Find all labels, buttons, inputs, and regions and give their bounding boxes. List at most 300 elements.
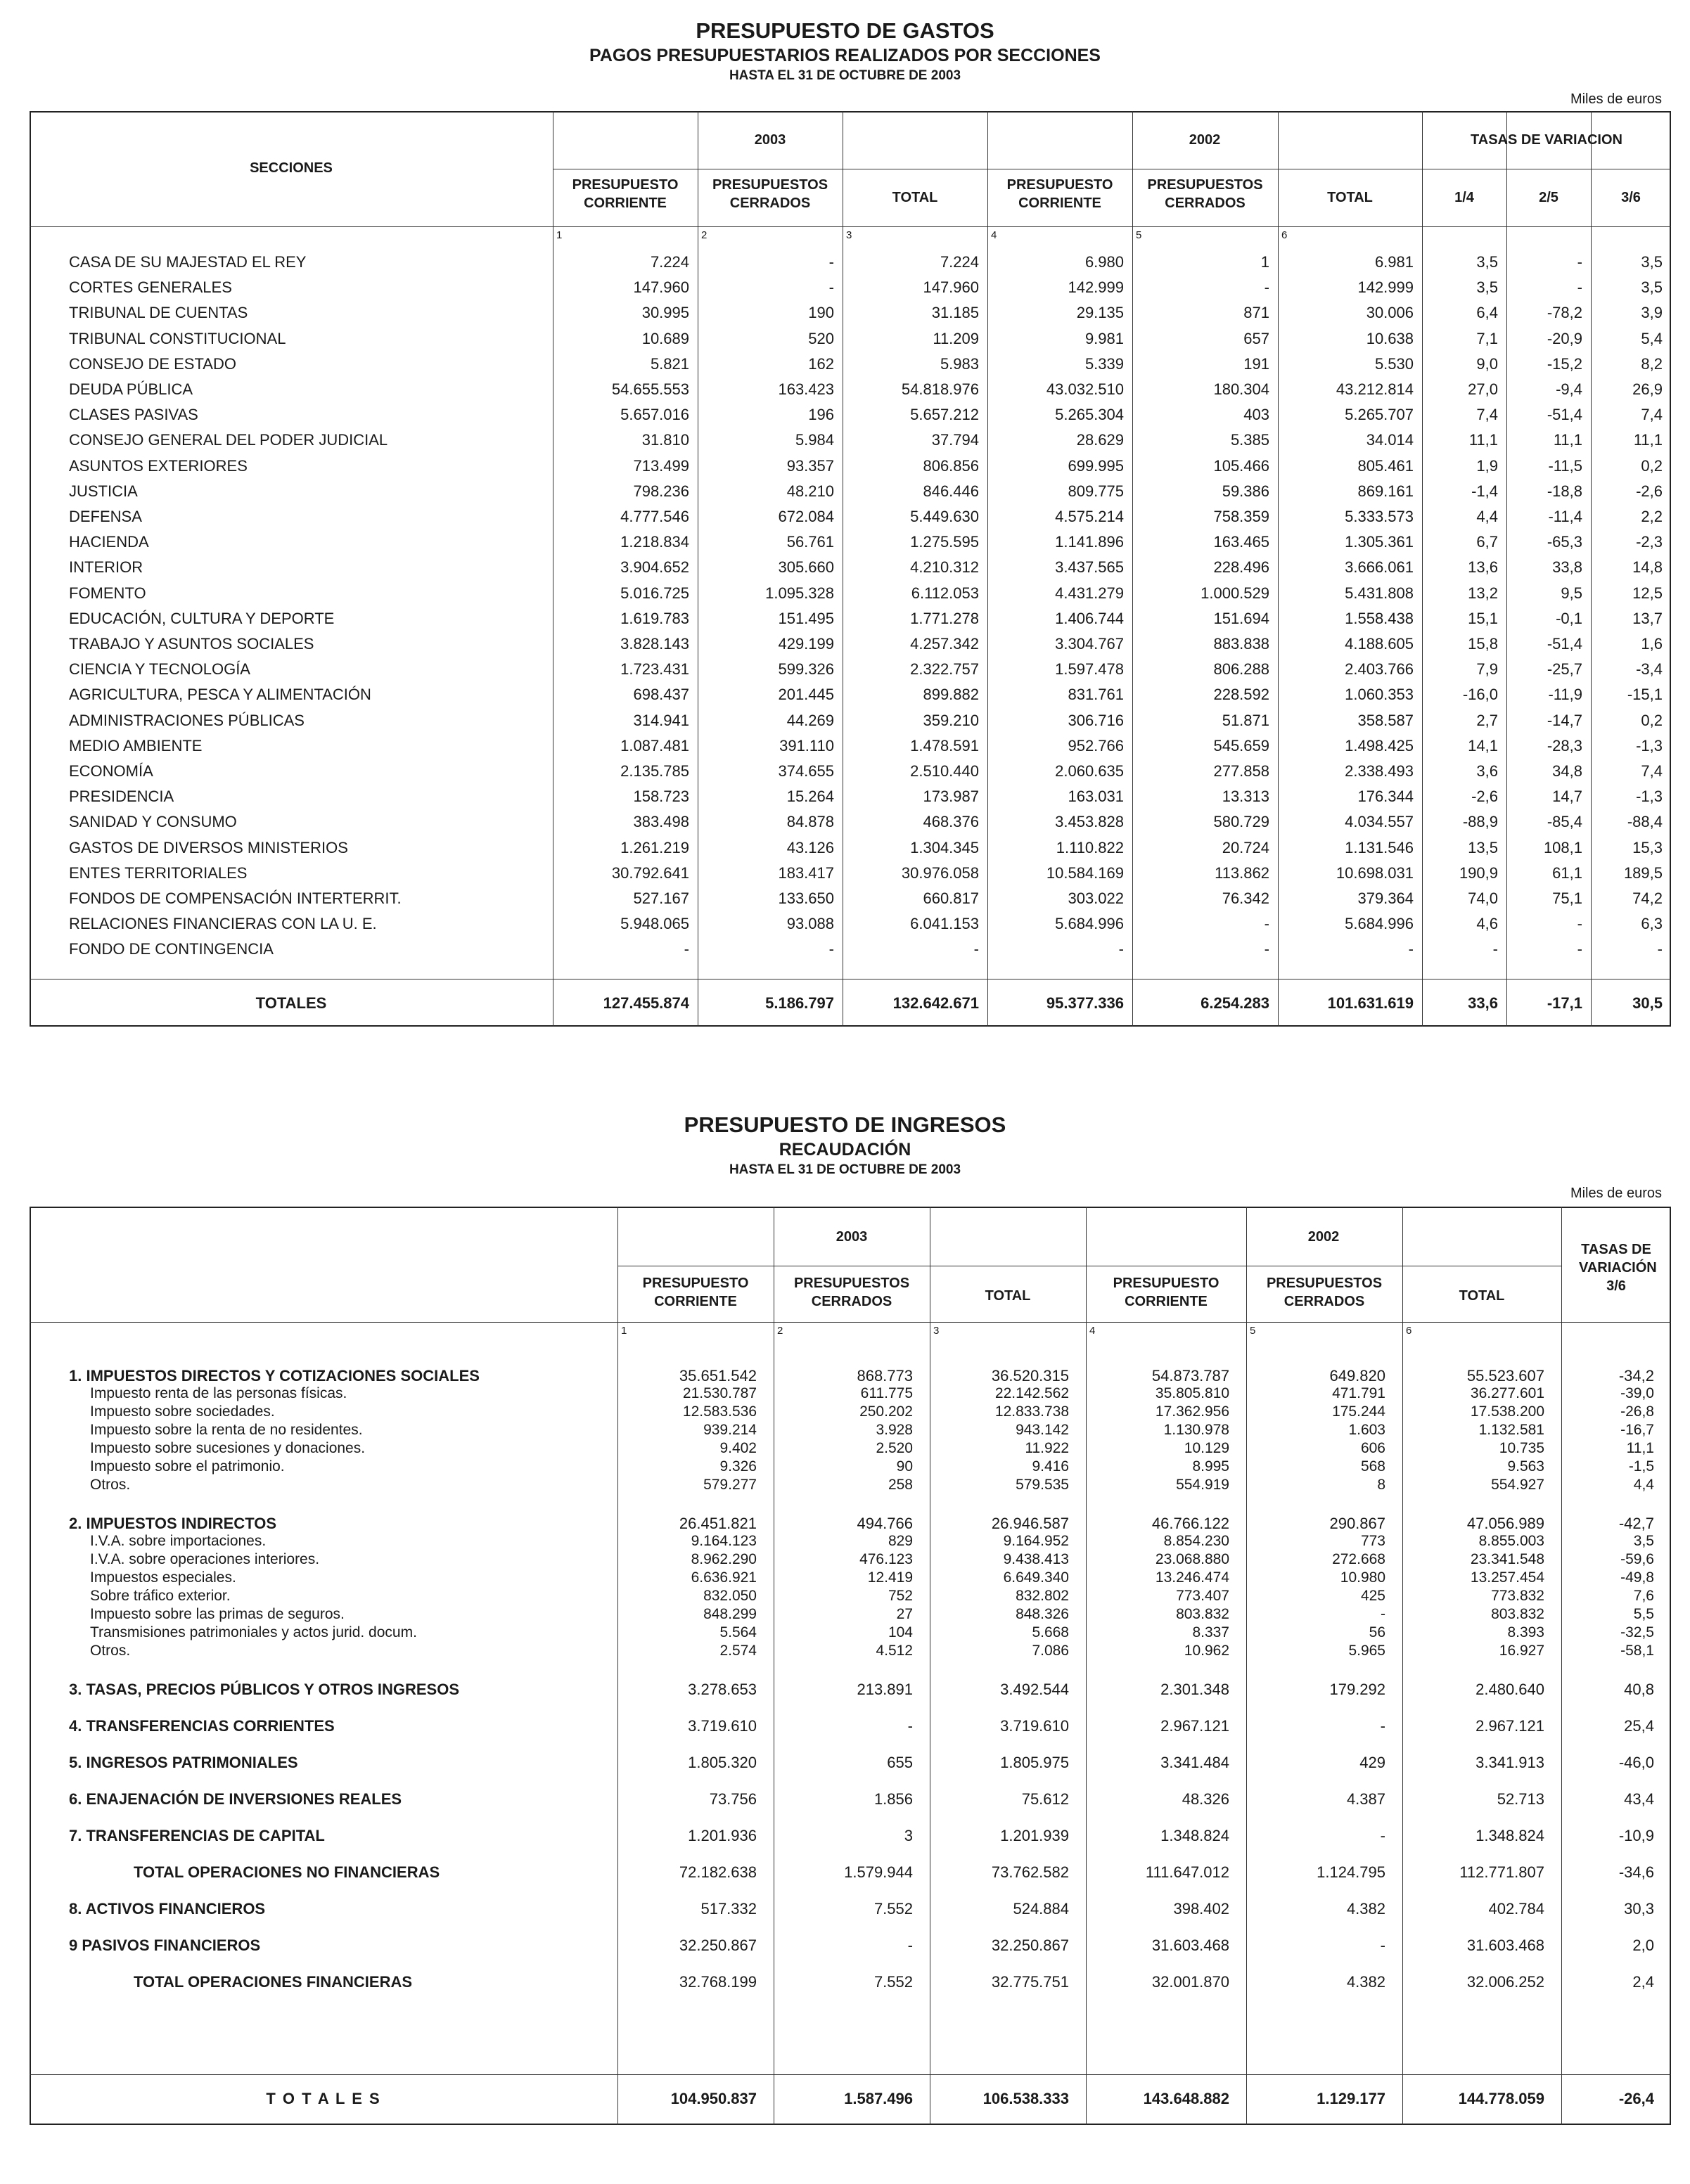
gastos-cell: 7,9 bbox=[1476, 660, 1498, 679]
gastos-cell: 374.655 bbox=[778, 762, 834, 780]
ingresos-cell: 25,4 bbox=[1624, 1717, 1654, 1735]
gastos-cell: 5.948.065 bbox=[620, 915, 689, 933]
ingresos-cell: 773.832 bbox=[1491, 1588, 1544, 1604]
gastos-row-label: TRIBUNAL CONSTITUCIONAL bbox=[69, 329, 286, 347]
ingresos-subtotal-label: TOTAL OPERACIONES NO FINANCIERAS bbox=[134, 1863, 440, 1881]
ingresos-sub-row-label: Impuestos especiales. bbox=[90, 1569, 236, 1586]
gastos-cell: 9,5 bbox=[1561, 584, 1582, 602]
ingresos-cell: 655 bbox=[887, 1754, 913, 1771]
column-number: 4 bbox=[991, 229, 997, 241]
gastos-cell: - bbox=[828, 278, 834, 297]
gastos-cell: - bbox=[828, 940, 834, 958]
gastos-cell: 54.655.553 bbox=[611, 380, 689, 398]
gastos-cell: 7,1 bbox=[1476, 329, 1498, 347]
gastos-cell: 142.999 bbox=[1068, 278, 1124, 297]
gastos-cell: 383.498 bbox=[633, 813, 689, 831]
gastos-cell: 5,4 bbox=[1641, 329, 1663, 347]
gastos-cell: 10.698.031 bbox=[1336, 863, 1414, 882]
ingresos-cell: - bbox=[907, 1717, 913, 1735]
gastos-cell: 4.188.605 bbox=[1345, 635, 1414, 653]
gastos-total-cell: 101.631.619 bbox=[1327, 994, 1414, 1012]
gastos-cell: -20,9 bbox=[1547, 329, 1582, 347]
column-number: 5 bbox=[1250, 1325, 1256, 1337]
gastos-cell: 1.771.278 bbox=[910, 609, 979, 627]
ingresos-cell: 52.713 bbox=[1497, 1790, 1544, 1808]
gastos-cell: 2,2 bbox=[1641, 508, 1663, 525]
gastos-cell: 1.304.345 bbox=[910, 838, 979, 856]
gastos-cell: 379.364 bbox=[1357, 889, 1414, 907]
gastos-cell: 520 bbox=[808, 329, 834, 347]
gastos-cell: 93.088 bbox=[786, 915, 834, 933]
gastos-row-label: ADMINISTRACIONES PÚBLICAS bbox=[69, 711, 305, 729]
gastos-cell: 831.761 bbox=[1068, 686, 1124, 704]
ingresos-main-row-label: 6. ENAJENACIÓN DE INVERSIONES REALES bbox=[69, 1790, 402, 1808]
gastos-cell: 14,7 bbox=[1552, 788, 1582, 806]
gastos-cell: 74,2 bbox=[1632, 889, 1663, 907]
ingresos-cell: 8.393 bbox=[1507, 1624, 1544, 1640]
gastos-cell: 43.126 bbox=[786, 838, 834, 856]
ingresos-cell: 10.129 bbox=[1184, 1440, 1229, 1456]
gastos-cell: 113.862 bbox=[1215, 863, 1269, 882]
ingresos-cell: 54.873.787 bbox=[1151, 1367, 1229, 1385]
year-2003-header: 2003 bbox=[754, 132, 786, 148]
column-number: 3 bbox=[846, 229, 852, 241]
ingresos-cell: 35.651.542 bbox=[679, 1367, 757, 1385]
gastos-cell: 56.761 bbox=[786, 533, 834, 551]
gastos-row-label: EDUCACIÓN, CULTURA Y DEPORTE bbox=[69, 609, 335, 627]
gastos-cell: -0,1 bbox=[1556, 609, 1582, 627]
gastos-cell: 5.684.996 bbox=[1055, 915, 1124, 933]
gastos-cell: 314.941 bbox=[633, 711, 689, 729]
column-header: PRESUPUESTO CORRIENTE bbox=[642, 1276, 749, 1309]
ingresos-cell: 48.326 bbox=[1182, 1790, 1229, 1808]
ingresos-cell: 2.574 bbox=[719, 1643, 757, 1659]
ingresos-cell: 939.214 bbox=[703, 1422, 757, 1438]
gastos-cell: 358.587 bbox=[1357, 711, 1414, 729]
ingresos-cell: 9.164.123 bbox=[691, 1533, 757, 1549]
gastos-cell: 147.960 bbox=[633, 278, 689, 297]
gastos-cell: 3,5 bbox=[1641, 253, 1663, 271]
column-header: PRESUPUESTOS CERRADOS bbox=[1266, 1276, 1383, 1309]
gastos-total-cell: 33,6 bbox=[1468, 994, 1498, 1012]
gastos-units: Miles de euros bbox=[1570, 91, 1662, 107]
gastos-cell: 54.818.976 bbox=[901, 380, 979, 398]
ingresos-cell: 10.980 bbox=[1340, 1569, 1385, 1586]
ingresos-cell: 7.086 bbox=[1032, 1643, 1069, 1659]
gastos-cell: 0,2 bbox=[1641, 456, 1663, 475]
ingresos-cell: 46.766.122 bbox=[1151, 1515, 1229, 1532]
gastos-cell: 5.431.808 bbox=[1345, 584, 1414, 602]
gastos-cell: 11.209 bbox=[933, 329, 979, 347]
gastos-cell: 7.224 bbox=[940, 253, 979, 271]
gastos-cell: 133.650 bbox=[778, 889, 834, 907]
ingresos-cell: 3.492.544 bbox=[1000, 1681, 1069, 1698]
gastos-cell: 798.236 bbox=[633, 482, 689, 500]
gastos-cell: -28,3 bbox=[1547, 736, 1582, 754]
gastos-cell: 43.032.510 bbox=[1046, 380, 1124, 398]
gastos-cell: -2,3 bbox=[1636, 533, 1663, 551]
column-number: 6 bbox=[1281, 229, 1288, 241]
gastos-row-label: ECONOMÍA bbox=[69, 762, 153, 780]
gastos-cell: - bbox=[1492, 940, 1498, 958]
column-number: 1 bbox=[556, 229, 563, 241]
gastos-cell: 303.022 bbox=[1068, 889, 1124, 907]
ingresos-cell: 8 bbox=[1377, 1477, 1385, 1493]
gastos-cell: 8,2 bbox=[1641, 354, 1663, 373]
ingresos-cell: 111.647.012 bbox=[1145, 1863, 1229, 1881]
gastos-cell: -16,0 bbox=[1462, 686, 1498, 704]
ingresos-cell: 30,3 bbox=[1624, 1900, 1654, 1918]
gastos-cell: -9,4 bbox=[1556, 380, 1582, 398]
gastos-row-label: RELACIONES FINANCIERAS CON LA U. E. bbox=[69, 915, 377, 933]
gastos-row-label: HACIENDA bbox=[69, 533, 149, 551]
gastos-cell: 59.386 bbox=[1222, 482, 1269, 500]
ingresos-cell: 829 bbox=[888, 1533, 913, 1549]
gastos-cell: 26,9 bbox=[1632, 380, 1663, 398]
gastos-cell: 1.110.822 bbox=[1056, 838, 1124, 856]
column-header: PRESUPUESTO CORRIENTE bbox=[1113, 1276, 1220, 1309]
gastos-total-cell: 127.455.874 bbox=[603, 994, 689, 1012]
gastos-total-cell: 30,5 bbox=[1632, 994, 1663, 1012]
gastos-cell: 0,2 bbox=[1641, 711, 1663, 729]
gastos-cell: 7,4 bbox=[1641, 762, 1663, 780]
gastos-cell: 1.723.431 bbox=[620, 660, 689, 679]
gastos-cell: - bbox=[1577, 253, 1582, 271]
ingresos-cell: -32,5 bbox=[1620, 1624, 1654, 1640]
ingresos-cell: 32.775.751 bbox=[991, 1973, 1069, 1991]
gastos-cell: 180.304 bbox=[1213, 380, 1269, 398]
ingresos-cell: 16.927 bbox=[1499, 1643, 1544, 1659]
gastos-cell: 3.437.565 bbox=[1055, 558, 1124, 577]
ingresos-cell: 494.766 bbox=[857, 1515, 913, 1532]
ingresos-total-cell: 104.950.837 bbox=[670, 2090, 757, 2107]
gastos-cell: 3.304.767 bbox=[1055, 635, 1124, 653]
gastos-cell: 34.014 bbox=[1366, 431, 1414, 449]
gastos-cell: 43.212.814 bbox=[1336, 380, 1414, 398]
gastos-cell: 37.794 bbox=[931, 431, 979, 449]
gastos-cell: 4,6 bbox=[1476, 915, 1498, 933]
gastos-cell: 30.976.058 bbox=[901, 863, 979, 882]
gastos-row-label: TRIBUNAL DE CUENTAS bbox=[69, 304, 248, 322]
gastos-cell: 403 bbox=[1243, 406, 1269, 424]
ingresos-cell: -39,0 bbox=[1620, 1385, 1654, 1401]
ingresos-cell: 250.202 bbox=[859, 1403, 913, 1420]
gastos-row-label: CONSEJO GENERAL DEL PODER JUDICIAL bbox=[69, 431, 388, 449]
gastos-cell: 163.423 bbox=[778, 380, 834, 398]
ingresos-sub-row-label: Impuesto sobre la renta de no residentes. bbox=[90, 1422, 363, 1438]
ingresos-sub-row-label: Otros. bbox=[90, 1477, 131, 1493]
ingresos-cell: 12.419 bbox=[867, 1569, 913, 1586]
gastos-cell: 158.723 bbox=[633, 788, 689, 806]
gastos-cell: -25,7 bbox=[1547, 660, 1582, 679]
ingresos-cell: 36.277.601 bbox=[1470, 1385, 1544, 1401]
ingresos-cell: 17.538.200 bbox=[1470, 1403, 1544, 1420]
gastos-cell: 7,4 bbox=[1641, 406, 1663, 424]
ingresos-cell: 3.719.610 bbox=[1000, 1717, 1069, 1735]
gastos-cell: 758.359 bbox=[1213, 508, 1269, 525]
gastos-cell: -2,6 bbox=[1471, 788, 1498, 806]
ingresos-main-row-label: 3. TASAS, PRECIOS PÚBLICOS Y OTROS INGRESOS bbox=[69, 1681, 459, 1698]
gastos-cell: - bbox=[1577, 915, 1582, 933]
gastos-cell: 1.131.546 bbox=[1345, 838, 1414, 856]
gastos-cell: 191 bbox=[1243, 354, 1269, 373]
ingresos-sub-row-label: Impuesto sobre sucesiones y donaciones. bbox=[90, 1440, 366, 1456]
ingresos-cell: 112.771.807 bbox=[1459, 1863, 1544, 1881]
gastos-title: PRESUPUESTO DE GASTOS bbox=[696, 18, 994, 43]
ingresos-cell: 1.348.824 bbox=[1475, 1827, 1544, 1844]
ingresos-cell: 6.649.340 bbox=[1003, 1569, 1069, 1586]
ingresos-sub-row-label: Impuesto renta de las personas físicas. bbox=[90, 1385, 347, 1401]
gastos-cell: 14,1 bbox=[1468, 736, 1498, 754]
gastos-cell: - bbox=[684, 940, 689, 958]
gastos-cell: 61,1 bbox=[1552, 863, 1582, 882]
gastos-cell: 30.995 bbox=[641, 304, 689, 322]
gastos-row-label: CORTES GENERALES bbox=[69, 278, 232, 297]
ingresos-cell: 22.142.562 bbox=[994, 1385, 1069, 1401]
gastos-cell: - bbox=[973, 940, 979, 958]
gastos-cell: 10.638 bbox=[1366, 329, 1414, 347]
column-header: 2/5 bbox=[1539, 190, 1558, 205]
gastos-cell: 228.496 bbox=[1213, 558, 1269, 577]
gastos-cell: 952.766 bbox=[1068, 736, 1124, 754]
gastos-cell: 527.167 bbox=[633, 889, 689, 907]
ingresos-cell: 2.480.640 bbox=[1475, 1681, 1544, 1698]
ingresos-cell: 1.130.978 bbox=[1163, 1422, 1229, 1438]
gastos-cell: -1,3 bbox=[1636, 788, 1663, 806]
gastos-cell: 33,8 bbox=[1552, 558, 1582, 577]
ingresos-date-line: HASTA EL 31 DE OCTUBRE DE 2003 bbox=[729, 1162, 961, 1177]
ingresos-total-cell: -26,4 bbox=[1618, 2090, 1654, 2107]
ingresos-cell: 9.326 bbox=[719, 1458, 757, 1475]
ingresos-cell: 8.995 bbox=[1192, 1458, 1229, 1475]
gastos-cell: 2.338.493 bbox=[1345, 762, 1414, 780]
gastos-cell: 429.199 bbox=[778, 635, 834, 653]
gastos-cell: 3,9 bbox=[1641, 304, 1663, 322]
totals-divider bbox=[30, 2074, 1671, 2075]
gastos-cell: 76.342 bbox=[1222, 889, 1269, 907]
ingresos-cell: 8.855.003 bbox=[1478, 1533, 1544, 1549]
gastos-cell: 359.210 bbox=[923, 711, 979, 729]
gastos-cell: 6.981 bbox=[1374, 253, 1414, 271]
ingresos-sub-row-label: Impuesto sobre el patrimonio. bbox=[90, 1458, 285, 1475]
column-header: PRESUPUESTO CORRIENTE bbox=[572, 177, 679, 211]
ingresos-cell: 43,4 bbox=[1624, 1790, 1654, 1808]
gastos-cell: 5.385 bbox=[1230, 431, 1269, 449]
ingresos-cell: 31.603.468 bbox=[1151, 1936, 1229, 1954]
gastos-cell: 869.161 bbox=[1357, 482, 1414, 500]
column-number: 6 bbox=[1406, 1325, 1412, 1337]
ingresos-cell: 32.250.867 bbox=[679, 1936, 757, 1954]
ingresos-cell: 3,5 bbox=[1633, 1533, 1654, 1549]
gastos-cell: 44.269 bbox=[786, 711, 834, 729]
ingresos-cell: 752 bbox=[888, 1588, 913, 1604]
gastos-cell: 4,4 bbox=[1476, 508, 1498, 525]
gastos-cell: 1.141.896 bbox=[1055, 533, 1124, 551]
ingresos-cell: 832.802 bbox=[1016, 1588, 1069, 1604]
ingresos-cell: 75.612 bbox=[1021, 1790, 1069, 1808]
gastos-cell: 6,4 bbox=[1476, 304, 1498, 322]
ingresos-cell: 1.124.795 bbox=[1317, 1863, 1385, 1881]
gastos-cell: -11,4 bbox=[1548, 508, 1582, 525]
gastos-cell: 1,9 bbox=[1476, 456, 1498, 475]
ingresos-cell: 32.001.870 bbox=[1151, 1973, 1229, 1991]
gastos-cell: 3,5 bbox=[1476, 278, 1498, 297]
ingresos-cell: 40,8 bbox=[1624, 1681, 1654, 1698]
ingresos-cell: 943.142 bbox=[1016, 1422, 1069, 1438]
ingresos-cell: 27 bbox=[896, 1606, 913, 1622]
gastos-cell: 6.980 bbox=[1084, 253, 1124, 271]
ingresos-cell: 55.523.607 bbox=[1466, 1367, 1544, 1385]
column-header: TOTAL bbox=[892, 190, 938, 205]
ingresos-cell: 649.820 bbox=[1329, 1367, 1385, 1385]
ingresos-cell: 47.056.989 bbox=[1466, 1515, 1544, 1532]
ingresos-cell: 9.438.413 bbox=[1003, 1551, 1069, 1567]
ingresos-units: Miles de euros bbox=[1570, 1186, 1662, 1201]
gastos-cell: 15,1 bbox=[1468, 609, 1498, 627]
ingresos-cell: 2,0 bbox=[1632, 1936, 1654, 1954]
ingresos-cell: 5.564 bbox=[719, 1624, 757, 1640]
column-number: 2 bbox=[701, 229, 708, 241]
ingresos-cell: -26,8 bbox=[1620, 1403, 1654, 1420]
ingresos-cell: 10.962 bbox=[1184, 1643, 1229, 1659]
gastos-cell: 1.305.361 bbox=[1345, 533, 1414, 551]
gastos-cell: 3.828.143 bbox=[620, 635, 689, 653]
gastos-cell: 599.326 bbox=[778, 660, 834, 679]
gastos-date-line: HASTA EL 31 DE OCTUBRE DE 2003 bbox=[729, 68, 961, 83]
ingresos-cell: -34,6 bbox=[1618, 1863, 1654, 1881]
column-number: 4 bbox=[1089, 1325, 1096, 1337]
ingresos-cell: 290.867 bbox=[1329, 1515, 1385, 1532]
ingresos-cell: 4.512 bbox=[876, 1643, 913, 1659]
ingresos-totals-label: T O T A L E S bbox=[266, 2090, 381, 2107]
gastos-cell: 163.031 bbox=[1068, 788, 1124, 806]
gastos-row-label: FONDOS DE COMPENSACIÓN INTERTERRIT. bbox=[69, 889, 402, 907]
gastos-total-cell: 132.642.671 bbox=[892, 994, 979, 1012]
gastos-totals-label: TOTALES bbox=[255, 994, 327, 1012]
gastos-cell: 13,5 bbox=[1468, 838, 1498, 856]
gastos-total-cell: 95.377.336 bbox=[1046, 994, 1124, 1012]
ingresos-cell: 23.341.548 bbox=[1470, 1551, 1544, 1567]
gastos-cell: 10.689 bbox=[641, 329, 689, 347]
gastos-cell: 5.333.573 bbox=[1345, 508, 1414, 525]
ingresos-main-row-label: 8. ACTIVOS FINANCIEROS bbox=[69, 1900, 266, 1918]
gastos-cell: -88,9 bbox=[1462, 813, 1498, 831]
gastos-cell: 809.775 bbox=[1068, 482, 1124, 500]
ingresos-cell: 5.965 bbox=[1348, 1643, 1385, 1659]
ingresos-cell: 517.332 bbox=[700, 1900, 757, 1918]
gastos-cell: 29.135 bbox=[1076, 304, 1124, 322]
gastos-row-label: DEFENSA bbox=[69, 508, 142, 525]
gastos-cell: -51,4 bbox=[1547, 406, 1582, 424]
gastos-cell: 2.403.766 bbox=[1345, 660, 1414, 679]
ingresos-cell: 2.301.348 bbox=[1160, 1681, 1229, 1698]
ingresos-cell: 8.337 bbox=[1192, 1624, 1229, 1640]
ingresos-cell: 17.362.956 bbox=[1155, 1403, 1229, 1420]
ingresos-cell: 10.735 bbox=[1499, 1440, 1544, 1456]
gastos-cell: 4.034.557 bbox=[1345, 813, 1414, 831]
gastos-cell: 74,0 bbox=[1468, 889, 1498, 907]
gastos-cell: -1,4 bbox=[1471, 482, 1498, 500]
gastos-cell: 151.694 bbox=[1213, 609, 1269, 627]
gastos-cell: 5.984 bbox=[795, 431, 834, 449]
gastos-cell: 28.629 bbox=[1076, 431, 1124, 449]
ingresos-cell: -46,0 bbox=[1618, 1754, 1654, 1771]
ingresos-cell: 7.552 bbox=[873, 1973, 913, 1991]
column-header: TOTAL bbox=[1327, 190, 1373, 205]
ingresos-cell: 272.668 bbox=[1332, 1551, 1385, 1567]
ingresos-cell: 1.201.936 bbox=[688, 1827, 757, 1844]
gastos-cell: 5.265.304 bbox=[1055, 406, 1124, 424]
gastos-cell: 657 bbox=[1243, 329, 1269, 347]
gastos-cell: 4.210.312 bbox=[910, 558, 979, 577]
gastos-cell: 189,5 bbox=[1623, 863, 1663, 882]
ingresos-cell: 5.668 bbox=[1032, 1624, 1069, 1640]
gastos-cell: 5.657.212 bbox=[910, 406, 979, 424]
gastos-cell: 190,9 bbox=[1459, 863, 1498, 882]
gastos-cell: 4.257.342 bbox=[910, 635, 979, 653]
gastos-cell: 75,1 bbox=[1552, 889, 1582, 907]
ingresos-cell: 13.246.474 bbox=[1155, 1569, 1229, 1586]
gastos-cell: -65,3 bbox=[1547, 533, 1582, 551]
gastos-cell: -78,2 bbox=[1547, 304, 1582, 322]
ingresos-cell: 90 bbox=[896, 1458, 913, 1475]
ingresos-cell: 4,4 bbox=[1633, 1477, 1654, 1493]
ingresos-cell: 3.719.610 bbox=[688, 1717, 757, 1735]
gastos-cell: 147.960 bbox=[923, 278, 979, 297]
gastos-cell: 1.498.425 bbox=[1345, 736, 1414, 754]
gastos-cell: 13,2 bbox=[1468, 584, 1498, 602]
column-header: PRESUPUESTOS CERRADOS bbox=[712, 177, 828, 211]
ingresos-cell: 848.326 bbox=[1016, 1606, 1069, 1622]
gastos-cell: 5.684.996 bbox=[1345, 915, 1414, 933]
column-number: 2 bbox=[777, 1325, 783, 1337]
gastos-cell: 9,0 bbox=[1476, 354, 1498, 373]
ingresos-cell: 6.636.921 bbox=[691, 1569, 757, 1586]
ingresos-cell: 32.250.867 bbox=[991, 1936, 1069, 1954]
gastos-cell: 15.264 bbox=[786, 788, 834, 806]
secciones-header: SECCIONES bbox=[250, 160, 333, 176]
column-number: 1 bbox=[621, 1325, 627, 1337]
gastos-row-label: CLASES PASIVAS bbox=[69, 406, 198, 424]
ingresos-cell: 23.068.880 bbox=[1155, 1551, 1229, 1567]
gastos-cell: 190 bbox=[808, 304, 834, 322]
gastos-cell: 15,8 bbox=[1468, 635, 1498, 653]
gastos-cell: 4.575.214 bbox=[1055, 508, 1124, 525]
gastos-cell: -11,5 bbox=[1548, 456, 1582, 475]
gastos-cell: 48.210 bbox=[786, 482, 834, 500]
ingresos-cell: 2,4 bbox=[1632, 1973, 1654, 1991]
gastos-cell: 7,4 bbox=[1476, 406, 1498, 424]
ingresos-cell: 73.762.582 bbox=[991, 1863, 1069, 1881]
tasas-header: TASAS DE VARIACIÓN 3/6 bbox=[1579, 1242, 1657, 1294]
ingresos-cell: 4.382 bbox=[1346, 1900, 1385, 1918]
gastos-cell: -1,3 bbox=[1636, 736, 1663, 754]
gastos-row-label: FOMENTO bbox=[69, 584, 146, 602]
gastos-cell: 201.445 bbox=[778, 686, 834, 704]
gastos-cell: 806.856 bbox=[923, 456, 979, 475]
gastos-cell: 1.060.353 bbox=[1345, 686, 1414, 704]
ingresos-cell: 868.773 bbox=[857, 1367, 913, 1385]
gastos-cell: 34,8 bbox=[1552, 762, 1582, 780]
gastos-cell: 1.406.744 bbox=[1055, 609, 1124, 627]
ingresos-cell: 258 bbox=[888, 1477, 913, 1493]
gastos-cell: 2,7 bbox=[1476, 711, 1498, 729]
ingresos-cell: 9.164.952 bbox=[1003, 1533, 1069, 1549]
column-header: PRESUPUESTOS CERRADOS bbox=[1147, 177, 1263, 211]
gastos-cell: 11,1 bbox=[1553, 431, 1582, 449]
gastos-cell: -18,8 bbox=[1547, 482, 1582, 500]
ingresos-cell: 429 bbox=[1359, 1754, 1385, 1771]
